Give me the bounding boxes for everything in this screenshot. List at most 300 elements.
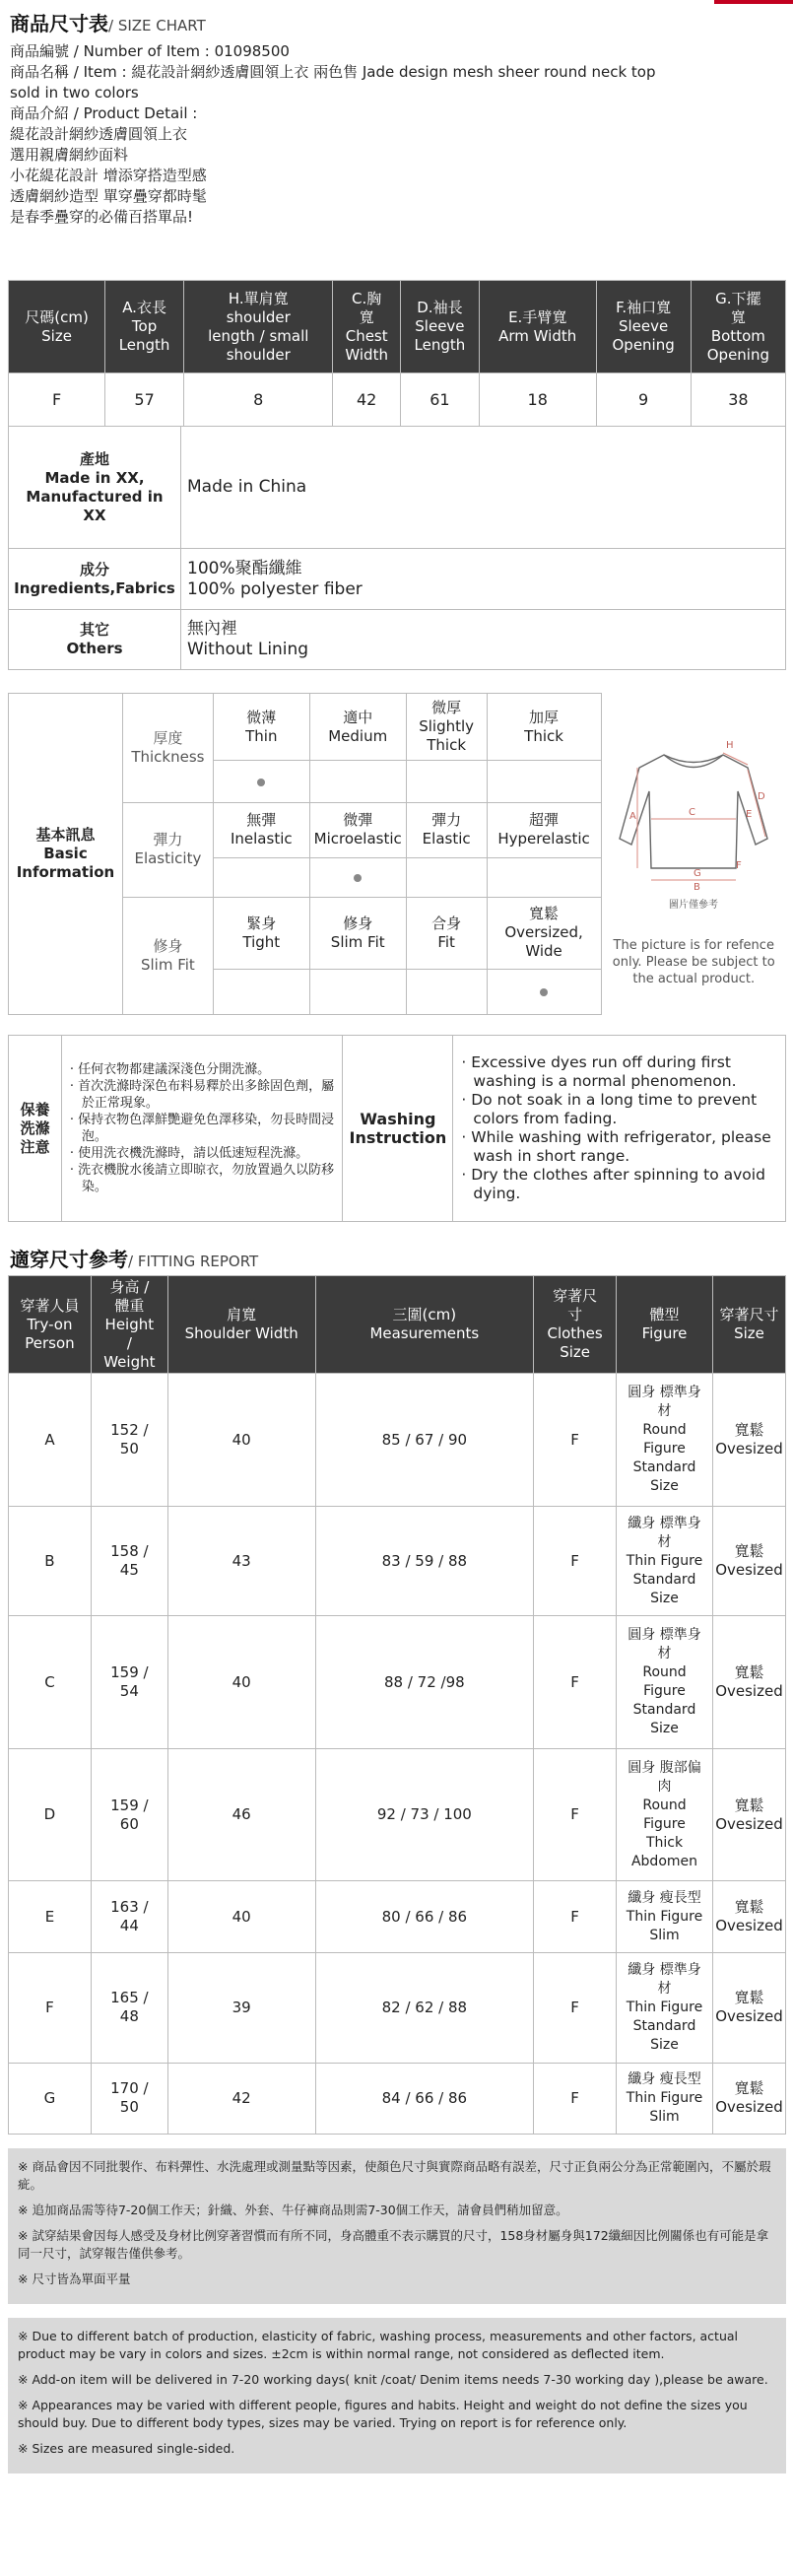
- product-sketch: [601, 694, 786, 1015]
- cell-line: 40: [231, 1430, 251, 1449]
- header-line: 肩寬: [227, 1306, 257, 1324]
- info-line: 商品編號 / Number of Item : 01098500: [10, 42, 290, 60]
- cell-line: 材: [657, 1646, 672, 1662]
- cell-line: Ovesized: [715, 2098, 783, 2117]
- header-line: Clothes: [547, 1324, 603, 1343]
- fitting-cell: [91, 1506, 167, 1616]
- fitting-cell: [315, 1881, 534, 1952]
- cell-line: Round: [642, 1664, 687, 1681]
- thickness-option: [487, 694, 601, 761]
- fitting-header: [91, 1276, 167, 1374]
- wash-item-cn: · 任何衣物都建議深淺色分開洗滌。: [69, 1062, 271, 1077]
- cell-line: 寬鬆: [734, 1989, 764, 2007]
- wash-item-en: · Dry the clothes after spinning to avoid dying.: [461, 1166, 765, 1202]
- size-table-cell: 9: [596, 373, 691, 427]
- top-accent-bar: [714, 0, 793, 4]
- cell-line: 83 / 59 / 88: [381, 1551, 468, 1570]
- value-line: 100% polyester fiber: [187, 578, 363, 599]
- wash-item-en: · Excessive dyes run off during first washing is a normal phenomenon.: [461, 1053, 737, 1090]
- option-line: 寬鬆: [529, 905, 560, 923]
- info-line: 商品介紹 / Product Detail :: [10, 104, 198, 122]
- fitting-cell: [315, 1748, 534, 1880]
- header-line: Shoulder Width: [184, 1324, 298, 1343]
- wash-item-cn: · 保持衣物色澤鮮艷避免色澤移染，勿長時間浸泡。: [69, 1113, 335, 1144]
- cell-line: F: [570, 1805, 579, 1824]
- fitting-cell: [617, 2063, 713, 2134]
- cell-line: 92 / 73 / 100: [376, 1805, 472, 1824]
- slim-fit-label: [122, 898, 213, 1015]
- cell-line: 159 /: [110, 1796, 149, 1814]
- header-line: H.單肩寬: [228, 289, 289, 307]
- size-table-header: [400, 281, 479, 373]
- option-line: 修身: [343, 914, 373, 932]
- note-en: ※ Appearances may be varied with different people, figures and habits. Height and weight do not define the sizes you should buy. Due to different body types, sizes may be varied. Trying on report is for reference only.: [18, 2398, 748, 2430]
- fitting-cell: [91, 1881, 167, 1952]
- size-table-header: [596, 281, 691, 373]
- washing-list-en: [453, 1036, 786, 1222]
- option-line: Slim Fit: [330, 932, 385, 951]
- cell-line: 圓身 標準身: [628, 1627, 701, 1644]
- note-cn: ※ 追加商品需等待7-20個工作天；針織、外套、牛仔褲商品則需7-30個工作天，請會員們稍加留意。: [18, 2203, 568, 2217]
- cell-line: Size: [650, 1590, 679, 1606]
- cell-line: 50: [119, 2098, 139, 2117]
- header-line: Size: [560, 1343, 590, 1362]
- fitting-cell: [712, 1952, 785, 2063]
- option-line: 適中: [343, 708, 373, 726]
- cell-line: 寬鬆: [734, 1663, 764, 1682]
- option-line: Inelastic: [230, 830, 293, 848]
- fitting-cell: [712, 1374, 785, 1506]
- cell-line: Size: [650, 1721, 679, 1737]
- label-line: 洗滌: [20, 1119, 50, 1137]
- sketch-letter: D: [758, 791, 765, 802]
- header-line: Top: [131, 317, 158, 335]
- fitting-cell: [712, 1881, 785, 1952]
- slim-fit-option: [309, 898, 406, 969]
- label-line: Elasticity: [134, 849, 202, 868]
- basic-info-label: [9, 694, 123, 1015]
- cell-line: Ovesized: [715, 1682, 783, 1701]
- header-line: Opening: [612, 336, 675, 354]
- label-line: Information: [16, 863, 115, 881]
- size-table-header: [105, 281, 184, 373]
- washing-list-cn: [61, 1036, 343, 1222]
- option-line: 超彈: [529, 811, 560, 830]
- composition-label: [9, 549, 181, 610]
- others-value: [181, 610, 786, 670]
- cell-line: 43: [231, 1551, 251, 1570]
- fitting-cell: [91, 1616, 167, 1748]
- elasticity-mark: [487, 858, 601, 898]
- option-line: 加厚: [529, 708, 560, 726]
- cell-line: F: [45, 1998, 54, 2016]
- header-line: 尺碼(cm): [25, 307, 89, 326]
- fitting-cell: [9, 1616, 92, 1748]
- selected-dot-icon: [540, 988, 548, 996]
- thickness-mark: [309, 761, 406, 802]
- label-line: 彈力: [153, 831, 183, 849]
- cell-line: Thin Figure: [626, 2089, 703, 2106]
- header-line: Try-on: [27, 1315, 73, 1333]
- cell-line: 88 / 72 /98: [383, 1672, 465, 1691]
- size-table-cell: 57: [105, 373, 184, 427]
- fitting-cell: [617, 1616, 713, 1748]
- wash-item-en: · Do not soak in a long time to prevent colors from fading.: [461, 1091, 758, 1127]
- label-line: Ingredients,Fabrics: [14, 578, 175, 597]
- fitting-cell: [167, 2063, 315, 2134]
- picture-note-en: [604, 937, 785, 987]
- header-line: Width: [345, 345, 388, 364]
- size-table-cell: F: [9, 373, 105, 427]
- notes-cn: [8, 2148, 786, 2304]
- header-line: 穿著尺: [553, 1287, 598, 1306]
- fitting-row: [9, 1881, 786, 1952]
- size-table-cell: 61: [400, 373, 479, 427]
- label-line: XX: [83, 506, 106, 524]
- fitting-cell: [617, 1881, 713, 1952]
- slim-fit-option: [213, 898, 309, 969]
- header-line: Sleeve: [618, 317, 669, 335]
- note-cn: ※ 商品會因不同批製作、布料彈性、水洗處理或測量點等因素，使顏色尺寸與實際商品略有誤差，尺寸正負兩公分為正常範圍內，不屬於瑕疵。: [18, 2159, 771, 2192]
- thickness-option: [406, 694, 487, 761]
- size-table-header: [479, 281, 596, 373]
- size-table-cell: 8: [184, 373, 333, 427]
- header-line: Figure: [641, 1324, 688, 1343]
- cell-line: Ovesized: [715, 1917, 783, 1935]
- cell-line: Thin Figure: [626, 1908, 703, 1925]
- header-line: G.下擺: [715, 289, 761, 307]
- header-line: C.胸: [352, 289, 382, 307]
- cell-line: A: [44, 1430, 55, 1449]
- picture-note-cn: 圖片僅參考: [669, 900, 719, 911]
- option-line: 微彈: [343, 811, 373, 830]
- fitting-header: [167, 1276, 315, 1374]
- option-line: 合身: [431, 914, 462, 932]
- cell-line: 圓身 標準身: [628, 1385, 701, 1401]
- fitting-header: [315, 1276, 534, 1374]
- info-line: 小花緹花設計 增添穿搭造型感: [10, 167, 207, 184]
- cell-line: 纖身 瘦長型: [628, 2070, 701, 2087]
- fitting-header: [534, 1276, 617, 1374]
- info-line: 商品名稱 / Item : 緹花設計網紗透膚圓領上衣 兩色售 Jade design mesh sheer round neck top: [10, 63, 656, 81]
- cell-line: 材: [657, 1403, 672, 1420]
- header-line: 穿著人員: [20, 1296, 80, 1315]
- header-line: 體重: [114, 1296, 145, 1315]
- cell-line: 材: [657, 1980, 672, 1997]
- elasticity-option: [487, 802, 601, 857]
- option-line: Tight: [242, 932, 281, 951]
- fitting-header: [712, 1276, 785, 1374]
- header-line: Opening: [706, 345, 769, 364]
- option-line: Thick: [427, 736, 467, 755]
- fitting-cell: [315, 1506, 534, 1616]
- label-line: Slim Fit: [140, 956, 195, 975]
- header-line: 寬: [730, 307, 746, 326]
- cell-line: 82 / 62 / 88: [381, 1998, 468, 2016]
- fitting-cell: [712, 2063, 785, 2134]
- elasticity-option: [213, 802, 309, 857]
- material-table: [8, 426, 786, 670]
- fitting-header: [9, 1276, 92, 1374]
- label-line: 成分: [79, 560, 109, 578]
- cell-line: 40: [231, 1672, 251, 1691]
- header-line: Length: [414, 336, 466, 354]
- header-line: 穿著尺寸: [719, 1306, 779, 1324]
- header-line: Height: [104, 1315, 155, 1333]
- option-line: 微薄: [246, 708, 277, 726]
- size-table-cell: 38: [691, 373, 785, 427]
- cell-line: F: [570, 1907, 579, 1926]
- fitting-cell: [91, 1952, 167, 2063]
- fitting-cell: [534, 1506, 617, 1616]
- size-table-header: [333, 281, 401, 373]
- cell-line: Size: [650, 1478, 679, 1495]
- cell-line: 材: [657, 1533, 672, 1550]
- fitting-cell: [712, 1748, 785, 1880]
- elasticity-option: [309, 802, 406, 857]
- note-line: only. Please be subject to: [612, 955, 775, 970]
- header-line: Bottom: [710, 326, 765, 345]
- fitting-cell: [9, 2063, 92, 2134]
- cell-line: 50: [119, 1440, 139, 1458]
- cell-line: 寬鬆: [734, 2079, 764, 2098]
- fitting-cell: [315, 2063, 534, 2134]
- header-line: 體型: [649, 1306, 680, 1324]
- cell-line: 84 / 66 / 86: [381, 2088, 468, 2107]
- cell-line: Ovesized: [715, 1440, 783, 1458]
- note-line: The picture is for refence: [613, 938, 774, 953]
- label-line: Others: [66, 640, 123, 658]
- fitting-cell: [167, 1374, 315, 1506]
- label-line: 厚度: [153, 728, 183, 747]
- size-table-header: [9, 281, 105, 373]
- label-line: Washing: [360, 1110, 436, 1128]
- sketch-letter: F: [736, 860, 743, 871]
- cell-line: 60: [119, 1814, 139, 1833]
- option-line: Hyperelastic: [497, 830, 590, 848]
- fitting-cell: [534, 1881, 617, 1952]
- cell-line: 163 /: [110, 1898, 149, 1917]
- slim-fit-mark: [309, 969, 406, 1014]
- option-line: Medium: [328, 726, 388, 745]
- label-line: Basic: [43, 845, 88, 862]
- cell-line: 39: [231, 1998, 251, 2016]
- fitting-cell: [712, 1506, 785, 1616]
- fitting-row: [9, 1374, 786, 1506]
- option-line: 彈力: [431, 811, 462, 830]
- cell-line: Size: [650, 2036, 679, 2053]
- label-line: Thickness: [131, 747, 205, 766]
- cell-line: Standard: [632, 1702, 696, 1719]
- washing-label-en: [343, 1036, 453, 1222]
- fitting-cell: [315, 1952, 534, 2063]
- wash-item-cn: · 洗衣機脫水後請立即晾衣，勿放置過久以防移染。: [69, 1163, 335, 1194]
- fitting-cell: [167, 1952, 315, 2063]
- info-line: 緹花設計網紗透膚圓領上衣: [10, 125, 188, 143]
- cell-line: 85 / 67 / 90: [381, 1430, 468, 1449]
- selected-dot-icon: [257, 779, 265, 786]
- header-line: Arm Width: [498, 326, 577, 345]
- slim-fit-mark: [487, 969, 601, 1014]
- cell-line: C: [44, 1672, 55, 1691]
- sketch-letter: E: [746, 809, 753, 820]
- label-line: 基本訊息: [35, 826, 96, 844]
- info-line: sold in two colors: [10, 84, 139, 102]
- header-line: Measurements: [369, 1324, 480, 1343]
- cell-line: Standard: [632, 1459, 696, 1476]
- sketch-letter: B: [694, 882, 701, 893]
- elasticity-mark: [406, 858, 487, 898]
- cell-line: Slim: [649, 1927, 680, 1943]
- size-table-cell: 18: [479, 373, 596, 427]
- slim-fit-mark: [406, 969, 487, 1014]
- others-label: [9, 610, 181, 670]
- note-en: ※ Due to different batch of production, elasticity of fabric, washing process, measurements and other factors, actual product may be vary in colors and sizes. ±2cm is within normal range, not considered as deflected item.: [18, 2329, 738, 2361]
- slim-fit-mark: [213, 969, 309, 1014]
- option-line: Microelastic: [313, 830, 402, 848]
- cell-line: Ovesized: [715, 1814, 783, 1833]
- option-line: Slightly: [419, 717, 475, 736]
- fitting-row: [9, 2063, 786, 2134]
- size-table-cell: 42: [333, 373, 401, 427]
- header-line: 寬: [359, 307, 374, 326]
- fitting-cell: [315, 1616, 534, 1748]
- elasticity-label: [122, 802, 213, 898]
- fitting-cell: [534, 2063, 617, 2134]
- elasticity-mark: [309, 858, 406, 898]
- header-line: length / small: [208, 326, 309, 345]
- option-line: Thick: [524, 726, 563, 745]
- thickness-mark: [406, 761, 487, 802]
- header-line: Size: [41, 326, 72, 345]
- cell-line: G: [43, 2088, 56, 2107]
- option-line: 微厚: [431, 699, 462, 717]
- header-line: E.手臂寬: [508, 307, 567, 326]
- option-line: 無彈: [246, 811, 277, 830]
- thickness-label: [122, 694, 213, 803]
- fitting-cell: [91, 1748, 167, 1880]
- cell-line: 45: [119, 1561, 139, 1580]
- cell-line: 158 /: [110, 1542, 149, 1561]
- fitting-cell: [617, 1952, 713, 2063]
- option-line: Fit: [437, 932, 455, 951]
- header-line: Chest: [345, 326, 388, 345]
- cell-line: 42: [231, 2088, 251, 2107]
- fitting-cell: [315, 1374, 534, 1506]
- product-info: [10, 41, 778, 228]
- fitting-cell: [617, 1374, 713, 1506]
- cell-line: 48: [119, 2007, 139, 2026]
- cell-line: 圓身 腹部偏: [628, 1759, 701, 1776]
- label-line: Made in XX,: [44, 468, 145, 487]
- thickness-option: [309, 694, 406, 761]
- fitting-cell: [712, 1616, 785, 1748]
- cell-line: 44: [119, 1917, 139, 1935]
- option-line: Oversized,: [504, 923, 583, 942]
- fitting-cell: [167, 1881, 315, 1952]
- header-line: Weight: [103, 1352, 156, 1371]
- cell-line: Figure: [643, 1441, 686, 1457]
- cell-line: 肉: [657, 1778, 672, 1795]
- sketch-letter: H: [726, 740, 734, 751]
- label-line: Instruction: [349, 1128, 447, 1147]
- header-line: shoulder: [226, 345, 291, 364]
- fitting-report-title: 適穿尺寸參考/ FITTING REPORT: [10, 1248, 259, 1271]
- wash-item-cn: · 使用洗衣機洗滌時，請以低速短程洗滌。: [69, 1146, 309, 1161]
- fitting-row: [9, 1506, 786, 1616]
- option-line: 緊身: [246, 914, 277, 932]
- cell-line: Ovesized: [715, 2007, 783, 2026]
- cell-line: Thick: [645, 1834, 684, 1851]
- cell-line: 寬鬆: [734, 1898, 764, 1917]
- fitting-cell: [91, 2063, 167, 2134]
- cell-line: Round: [642, 1796, 687, 1813]
- cell-line: Figure: [643, 1815, 686, 1832]
- cell-line: F: [570, 1430, 579, 1449]
- composition-value: [181, 549, 786, 610]
- cell-line: 寬鬆: [734, 1421, 764, 1440]
- header-line: F.袖口寬: [616, 299, 672, 316]
- sketch-letter: C: [689, 807, 696, 818]
- cell-line: Standard: [632, 1571, 696, 1588]
- note-cn: ※ 尺寸皆為單面平量: [18, 2271, 131, 2286]
- wash-item-en: · While washing with refrigerator, please wash in short range.: [461, 1128, 771, 1165]
- origin-value: Made in China: [181, 427, 786, 549]
- cell-line: Slim: [649, 2108, 680, 2125]
- header-line: Sleeve: [415, 317, 465, 335]
- basic-info-table: [8, 693, 786, 1015]
- fitting-header: [617, 1276, 713, 1374]
- selected-dot-icon: [354, 874, 362, 882]
- origin-label: [9, 427, 181, 549]
- fitting-cell: [9, 1952, 92, 2063]
- header-line: Length: [118, 336, 170, 354]
- thickness-option: [213, 694, 309, 761]
- fitting-cell: [167, 1616, 315, 1748]
- fitting-cell: [91, 1374, 167, 1506]
- thickness-mark: [487, 761, 601, 802]
- cell-line: 纖身 標準身: [628, 1961, 701, 1978]
- cell-line: F: [570, 1551, 579, 1570]
- header-line: Person: [25, 1333, 75, 1352]
- top-sketch-icon: [610, 720, 777, 937]
- option-line: Wide: [525, 942, 562, 961]
- cell-line: 寬鬆: [734, 1796, 764, 1814]
- size-table-header: [691, 281, 785, 373]
- info-line: 是春季疊穿的必備百搭單品!: [10, 208, 194, 226]
- cell-line: Ovesized: [715, 1561, 783, 1580]
- fitting-table: [8, 1275, 786, 2135]
- header-line: A.衣長: [122, 299, 166, 316]
- header-line: /: [126, 1333, 132, 1352]
- sketch-letter: G: [694, 868, 701, 879]
- fitting-row: [9, 1952, 786, 2063]
- size-table: [8, 280, 786, 427]
- cell-line: 152 /: [110, 1421, 149, 1440]
- elasticity-option: [406, 802, 487, 857]
- cell-line: 54: [119, 1682, 139, 1701]
- notes-en: [8, 2318, 786, 2474]
- thickness-mark: [213, 761, 309, 802]
- cell-line: 46: [231, 1805, 251, 1824]
- fitting-cell: [167, 1748, 315, 1880]
- cell-line: B: [44, 1551, 55, 1570]
- size-chart-title: 商品尺寸表/ SIZE CHART: [10, 12, 206, 35]
- header-line: 寸: [567, 1306, 583, 1324]
- cell-line: F: [570, 1672, 579, 1691]
- cell-line: E: [44, 1907, 55, 1926]
- cell-line: 165 /: [110, 1989, 149, 2007]
